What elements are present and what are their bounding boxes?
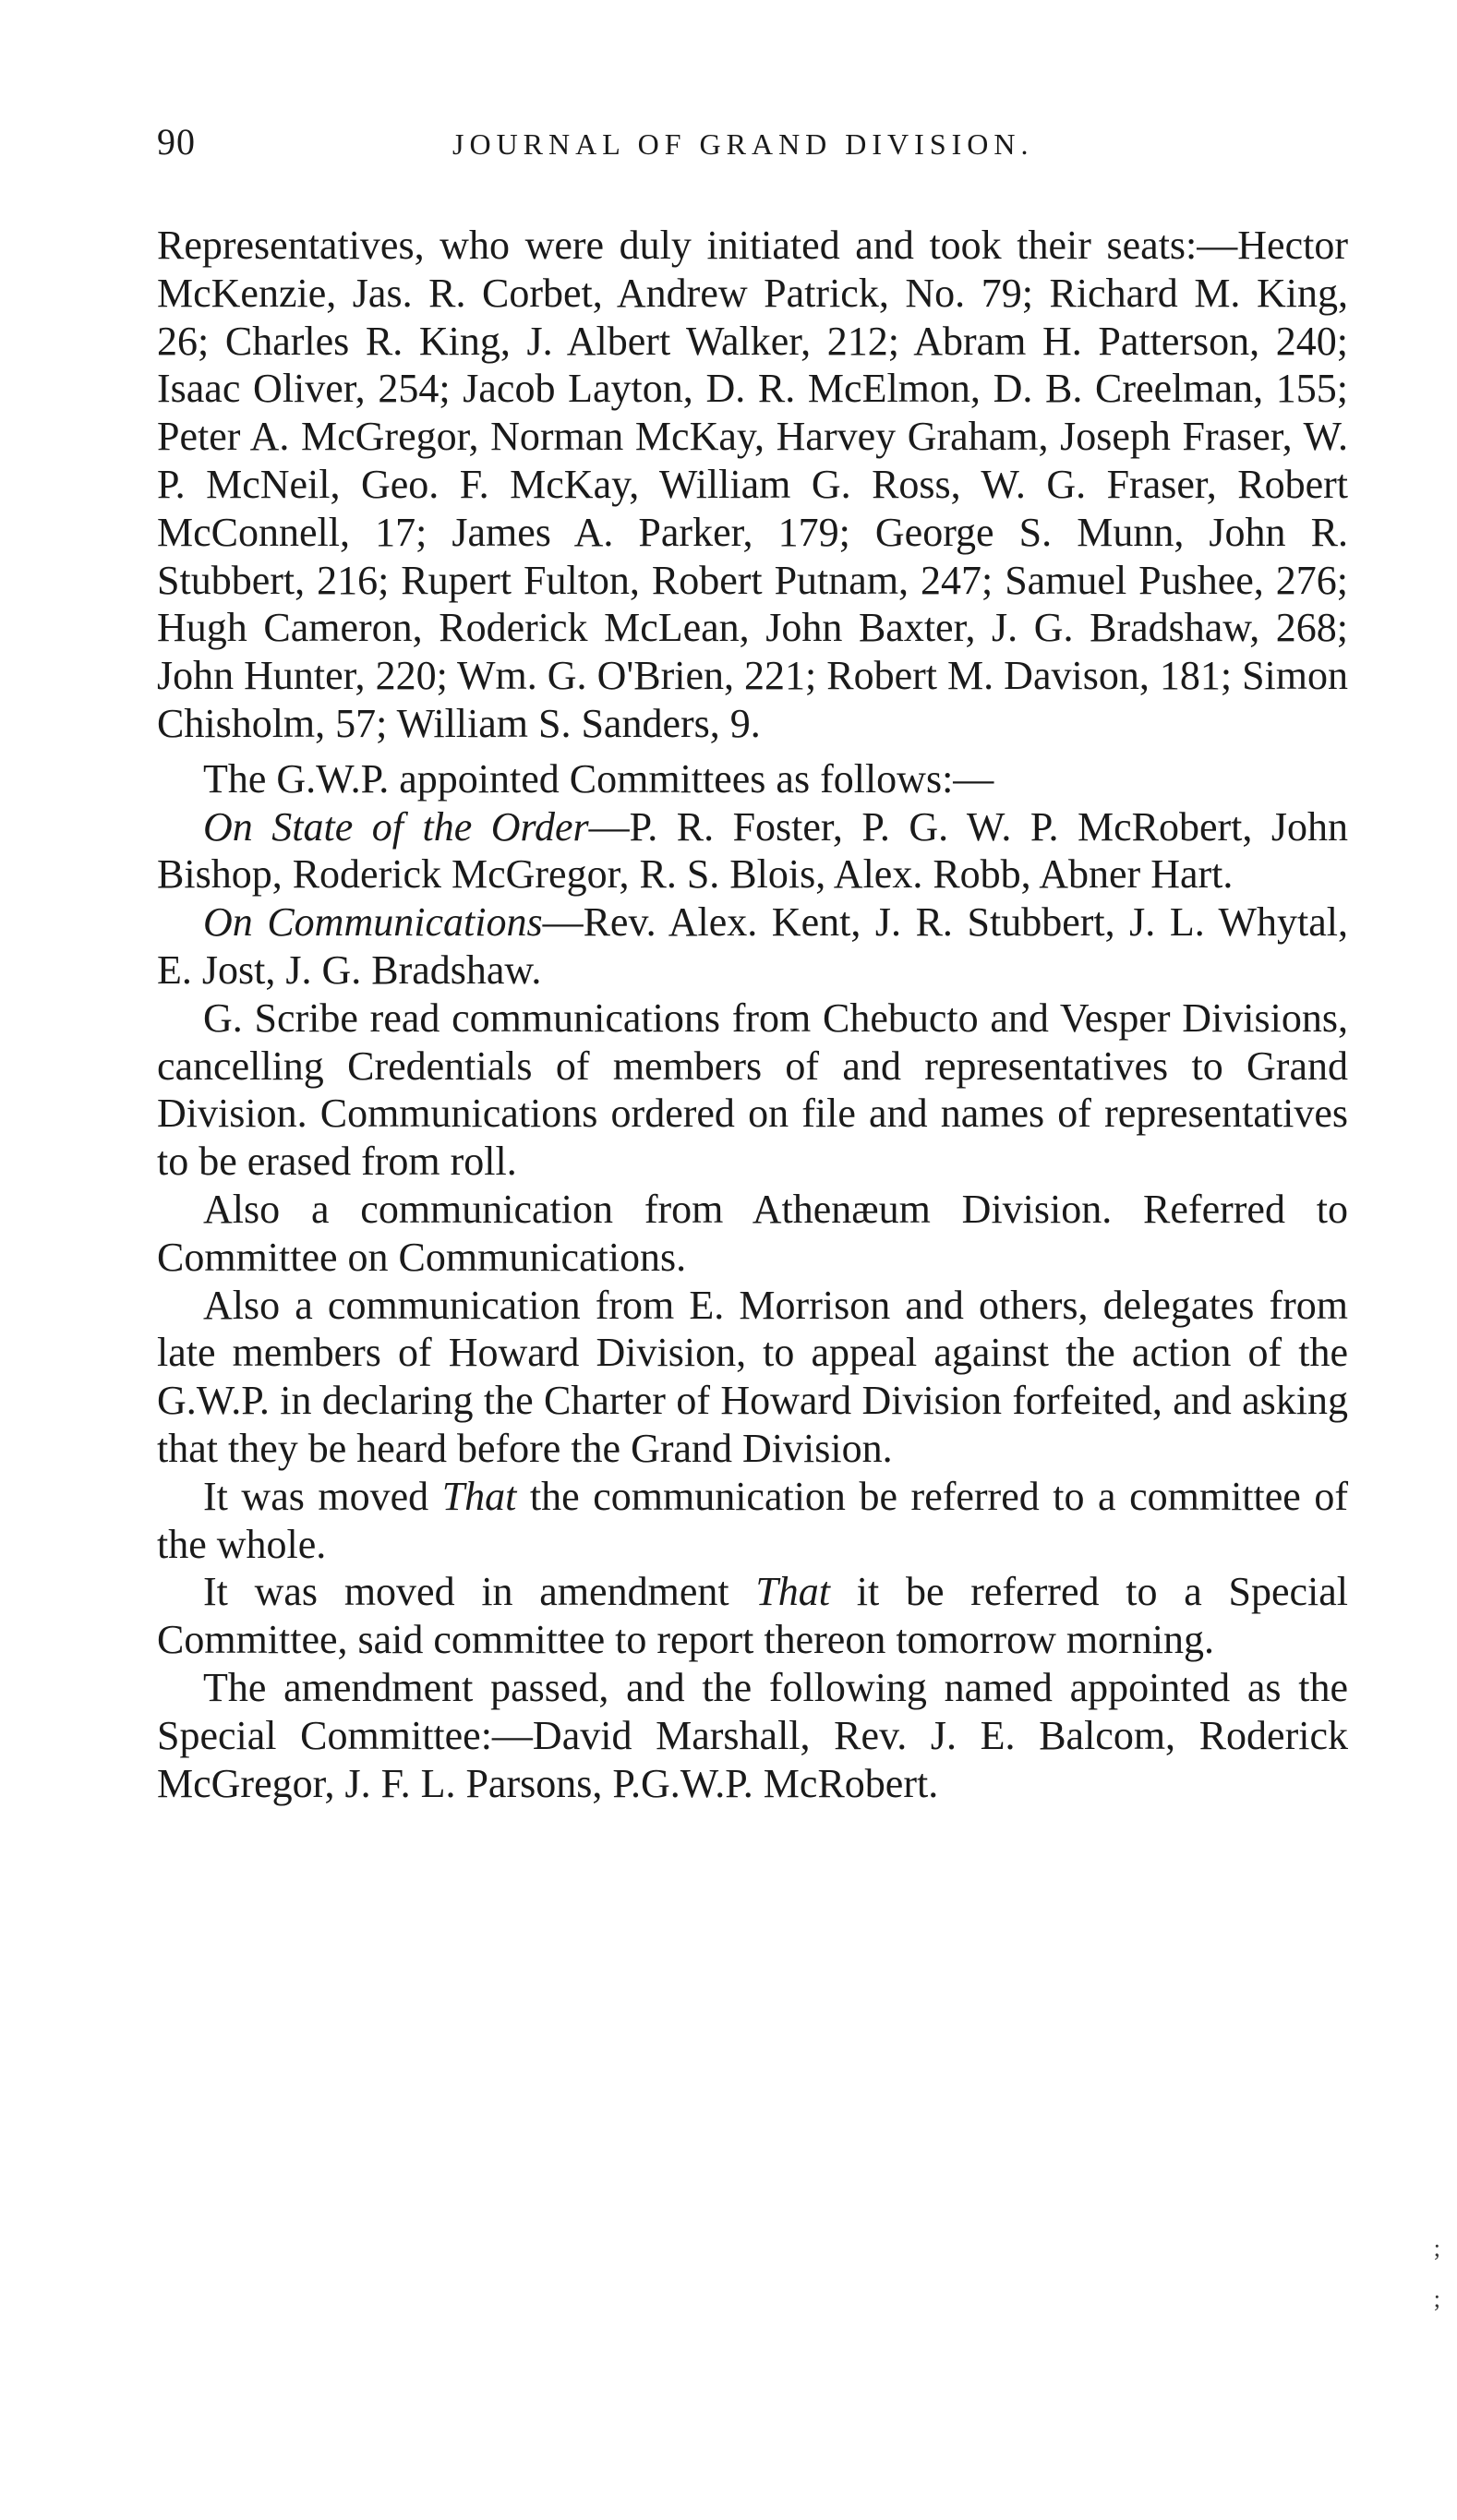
page-number: 90 — [157, 121, 196, 163]
document-page — [157, 120, 1348, 1807]
paragraph-text: it be referred to a Special Committee, said committee to report thereon tomorrow morning. — [157, 1569, 1349, 1663]
paragraph-text: the communication be referred to a committee of the whole. — [157, 1473, 1349, 1567]
paragraph-communications — [157, 898, 1348, 995]
emphasis: That — [755, 1569, 831, 1615]
paragraph-text: G. Scribe read communications from Chebucto and Vesper Divisions, cancelling Credentials of members of and representatives to Grand Division. Communications ordered on file and names of representatives to be erased from roll. — [157, 995, 1348, 1185]
paragraph-text: The amendment passed, and the following named appointed as the Special Committee:—David Marshall, Rev. J. E. Balcom, Roderick McGregor, J. F. L. Parsons, P.G.W.P. McRobert. — [157, 1664, 1348, 1806]
margin-mark: ; — [1433, 2235, 1440, 2261]
paragraph-text: The G.W.P. appointed Committees as follows:— — [203, 755, 994, 802]
paragraph-text: Also a communication from Athenæum Division. Referred to Committee on Communications. — [157, 1186, 1348, 1280]
paragraph-text: Also a communication from E. Morrison and others, delegates from late members of Howard Division, to appeal against the action of the G.W.P. in declaring the Charter of Howard Division forfeited, and asking that they be heard before the Grand Division. — [157, 1282, 1348, 1471]
committee-label: On State of the Order — [203, 803, 589, 850]
paragraph-moved — [157, 1473, 1348, 1569]
page-header — [157, 120, 1348, 175]
running-head: JOURNAL OF GRAND DIVISION. — [452, 127, 1034, 161]
paragraph-committees-intro — [157, 755, 1348, 803]
margin-mark: ; — [1433, 2285, 1440, 2312]
committee-label: On Communications — [203, 899, 543, 946]
paragraph-morrison — [157, 1282, 1348, 1473]
paragraph-pre: It was moved in amendment — [203, 1569, 756, 1615]
paragraph-scribe-read — [157, 995, 1348, 1186]
emphasis: That — [441, 1473, 517, 1519]
paragraph-athenaeum — [157, 1186, 1348, 1282]
paragraph-representatives — [157, 222, 1348, 748]
paragraph-amendment-moved — [157, 1568, 1348, 1664]
paragraph-text: —Rev. Alex. Kent, J. R. Stubbert, J. L. Whytal, E. Jost, J. G. Bradshaw. — [157, 899, 1348, 993]
paragraph-text: Representatives, who were duly initiated and took their seats:—Hector McKenzie, Jas. R. Corbet, Andrew Patrick, No. 79; Richard M. King, 26; Charles R. King, J. Albert Walker, 212; Abram H. Patterson, 240; Isaac Oliver, 254; Jacob Layton, D. R. McElmon, D. B. Creelman, 155; Peter A. McGregor, Norman McKay, Harvey Graham, Joseph Fraser, W. P. McNeil, Geo. F. McKay, William G. Ross, W. G. Fraser, Robert McConnell, 17; James A. Parker, 179; George S. Munn, John R. Stubbert, 216; Rupert Fulton, Robert Putnam, 247; Samuel Pushee, 276; Hugh Cameron, Roderick McLean, John Baxter, J. G. Bradshaw, 268; John Hunter, 220; Wm. G. O'Brien, 221; Robert M. Davison, 181; Simon Chisholm, 57; William S. Sanders, 9. — [157, 223, 1348, 746]
document-body — [157, 222, 1348, 1807]
paragraph-text: —P. R. Foster, P. G. W. P. McRobert, John Bishop, Roderick McGregor, R. S. Blois, Alex. Robb, Abner Hart. — [157, 803, 1348, 898]
paragraph-state-of-order — [157, 803, 1348, 899]
paragraph-pre: It was moved — [203, 1473, 442, 1519]
paragraph-amendment-passed — [157, 1664, 1348, 1807]
